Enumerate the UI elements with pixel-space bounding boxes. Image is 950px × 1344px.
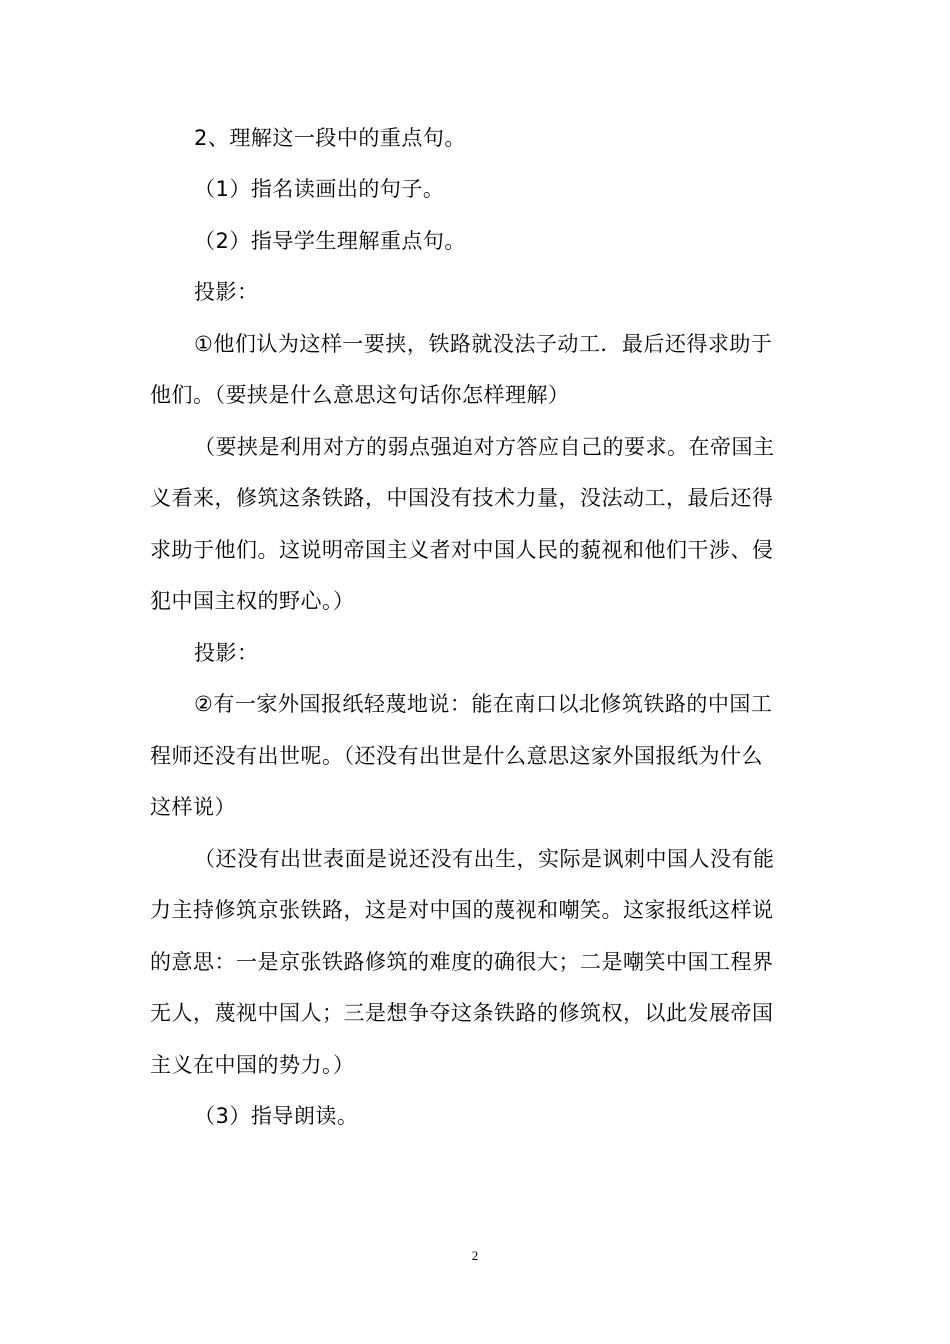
page-number: 2 bbox=[471, 1248, 479, 1263]
list-item-2: （2）指导学生理解重点句。 bbox=[194, 229, 466, 253]
quote-2-line-2: 程师还没有出世呢。（还没有出世是什么意思这家外国报纸为什么 bbox=[150, 744, 763, 768]
list-item-1: （1）指名读画出的句子。 bbox=[194, 177, 445, 201]
explanation-1-line-4: 犯中国主权的野心。） bbox=[150, 589, 355, 613]
explanation-2-line-4: 无人，蔑视中国人；三是想争夺这条铁路的修筑权，以此发展帝国 bbox=[150, 1001, 774, 1025]
explanation-2-line-1: （还没有出世表面是说还没有出生，实际是讽刺中国人没有能 bbox=[194, 847, 775, 871]
quote-1-line-1: ①他们认为这样一要挟，铁路就没法子动工．最后还得求助于 bbox=[194, 332, 773, 356]
explanation-2-line-3: 的意思：一是京张铁路修筑的难度的确很大；二是嘲笑中国工程界 bbox=[150, 950, 774, 974]
explanation-1-line-3: 求助于他们。这说明帝国主义者对中国人民的藐视和他们干涉、侵 bbox=[150, 538, 774, 562]
explanation-2-line-5: 主义在中国的势力。） bbox=[150, 1053, 355, 1077]
quote-2-line-1: ②有一家外国报纸轻蔑地说：能在南口以北修筑铁路的中国工 bbox=[194, 692, 773, 716]
quote-2-line-3: 这样说） bbox=[150, 795, 236, 819]
projection-label: 投影： bbox=[194, 641, 259, 665]
explanation-1-line-1: （要挟是利用对方的弱点强迫对方答应自己的要求。在帝国主 bbox=[194, 435, 775, 459]
explanation-2-line-2: 力主持修筑京张铁路，这是对中国的蔑视和嘲笑。这家报纸这样说 bbox=[150, 898, 774, 922]
list-item-3: （3）指导朗读。 bbox=[194, 1104, 359, 1128]
heading-step-2: 2、理解这一段中的重点句。 bbox=[194, 126, 466, 150]
explanation-1-line-2: 义看来，修筑这条铁路，中国没有技术力量，没法动工，最后还得 bbox=[150, 486, 774, 510]
quote-1-line-2: 他们。（要挟是什么意思这句话你怎样理解） bbox=[150, 383, 570, 407]
projection-label: 投影： bbox=[194, 280, 259, 304]
